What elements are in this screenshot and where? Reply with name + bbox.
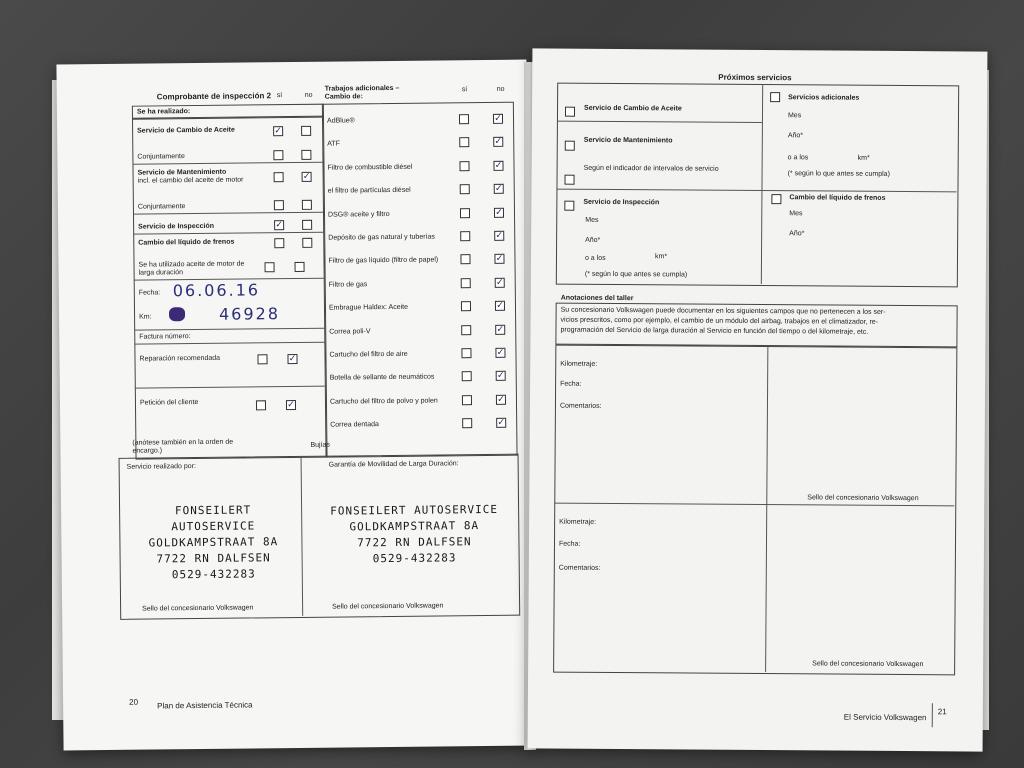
km-label: Km: — [139, 313, 152, 321]
checkbox-trabajo-no[interactable]: ✓ — [495, 277, 504, 288]
checkbox-inspeccion-no[interactable] — [302, 220, 312, 230]
notes-grid — [553, 345, 957, 676]
checkbox-trabajo-si[interactable] — [460, 231, 470, 241]
checkbox-liquido-frenos-no[interactable] — [302, 238, 312, 248]
trabajo-label: el filtro de partículas diésel — [327, 186, 411, 195]
liquido-frenos-next: Cambio del líquido de frenos — [789, 194, 886, 202]
checkbox-trabajo-no[interactable]: ✓ — [495, 230, 504, 241]
checkbox-trabajo-no[interactable]: ✓ — [495, 207, 503, 218]
right-page — [528, 48, 988, 751]
scribble-mark — [169, 307, 185, 321]
checkbox-trabajo-no[interactable]: ✓ — [494, 137, 503, 148]
item-cambio-aceite: Servicio de Cambio de Aceite — [137, 126, 235, 135]
footer-divider — [932, 703, 933, 727]
segun-indicador: Según el indicador de intervalos de servicio — [583, 164, 719, 173]
left-page — [56, 60, 533, 751]
fecha-label: Fecha: — [138, 289, 161, 297]
fecha-1: Fecha: — [560, 380, 582, 388]
trabajos-col-no: no — [496, 85, 505, 93]
adicionales-o-a-los: o a los — [787, 154, 809, 162]
km-unit: km* — [654, 253, 668, 261]
trabajo-label: DSG® aceite y filtro — [327, 210, 390, 219]
next-cambio-aceite: Servicio de Cambio de Aceite — [584, 104, 682, 113]
item-conjuntamente-2: Conjuntamente — [137, 203, 186, 211]
checkbox-cambio-aceite-si[interactable]: ✓ — [274, 126, 282, 137]
trabajos-col-si: sí — [461, 86, 468, 94]
trabajos-title: Trabajos adicionales – Cambio de: — [324, 84, 400, 101]
factura-label: Factura número: — [139, 333, 191, 341]
checkbox-trabajo-no[interactable]: ✓ — [497, 417, 506, 429]
orden-note: (anótese también en la orden de encargo.) — [132, 438, 234, 455]
checkbox-cambio-aceite-no[interactable] — [301, 126, 311, 136]
checkbox-inspeccion-si[interactable]: ✓ — [275, 220, 283, 231]
o-a-los-label: o a los — [584, 254, 606, 262]
page-footer-right: El Servicio Volkswagen — [843, 712, 927, 723]
checkbox-mantenimiento-no[interactable]: ✓ — [302, 171, 311, 182]
proximos-box — [556, 83, 959, 288]
trabajo-label: Cartucho del filtro de aire — [329, 350, 408, 359]
checkbox-larga-duracion-si[interactable] — [265, 262, 275, 272]
nota-inspeccion: (* según lo que antes se cumpla) — [584, 270, 688, 279]
checkbox-trabajo-si[interactable] — [461, 301, 471, 311]
trabajo-label: Embrague Haldex: Aceite — [328, 303, 409, 312]
sello-left-2: Sello del concesionario Volkswagen — [332, 602, 444, 611]
checkbox-cambio-aceite-next[interactable] — [565, 107, 575, 117]
adicionales-mes: Mes — [787, 112, 802, 120]
fecha-2: Fecha: — [558, 540, 581, 548]
checkbox-mantenimiento-si[interactable] — [274, 172, 284, 182]
page-number-left: 20 — [129, 697, 139, 707]
km-handwritten: 46928 — [218, 304, 281, 324]
trabajo-label: Filtro de combustible diésel — [327, 163, 413, 172]
checkbox-larga-duracion-no[interactable] — [295, 262, 305, 272]
anotaciones-line-1: Su concesionario Volkswagen puede documentar en los siguientes campos que no pertenecen a los ser- — [560, 306, 886, 316]
checkbox-trabajo-si[interactable] — [460, 184, 470, 194]
checkbox-trabajo-si[interactable] — [459, 161, 469, 171]
frenos-mes: Mes — [789, 210, 803, 218]
checkbox-trabajo-no[interactable]: ✓ — [496, 371, 505, 382]
checkbox-mantenimiento-next[interactable] — [565, 141, 575, 151]
trabajos-list — [56, 60, 526, 65]
garantia-label: Garantía de Movilidad de Larga Duración: — [328, 460, 459, 469]
reparacion-label: Reparación recomendada — [139, 354, 221, 363]
checkbox-trabajo-si[interactable] — [460, 208, 470, 218]
col-no: no — [304, 91, 313, 99]
checkbox-trabajo-si[interactable] — [462, 395, 472, 405]
checkbox-reparacion-no[interactable]: ✓ — [288, 353, 297, 365]
checkbox-trabajo-no[interactable]: ✓ — [494, 184, 503, 195]
checkbox-trabajo-no[interactable]: ✓ — [496, 300, 504, 312]
trabajo-label: Filtro de gas — [328, 281, 368, 289]
adicionales-nota: (* según lo que antes se cumpla) — [787, 170, 890, 178]
item-mantenimiento-sub: incl. el cambio del aceite de motor — [137, 176, 244, 185]
anotaciones-line-2: vicios prescritos, como por ejemplo, el cambio de un módulo del airbag, trabajos en el climatizador, re- — [560, 316, 879, 326]
checkbox-trabajo-si[interactable] — [461, 278, 471, 288]
trabajo-label: Botella de sellante de neumáticos — [329, 373, 435, 383]
checkbox-trabajo-si[interactable] — [460, 255, 470, 265]
checkbox-peticion-no[interactable]: ✓ — [287, 400, 295, 411]
dealer-stamp-left: FONSEILERT AUTOSERVICE GOLDKAMPSTRAAT 8A 7722 RN DALFSEN 0529-432283 — [148, 503, 279, 582]
item-liquido-frenos: Cambio del líquido de frenos — [138, 238, 235, 247]
checkbox-trabajo-si[interactable] — [459, 114, 469, 124]
anotaciones-title: Anotaciones del taller — [560, 294, 634, 303]
checkbox-trabajo-si[interactable] — [461, 325, 471, 335]
proximos-title: Próximos servicios — [718, 72, 792, 83]
checkbox-conjuntamente-2-si[interactable] — [274, 200, 284, 210]
checkbox-liquido-frenos-next[interactable] — [771, 194, 781, 204]
bujias-label: Bujías — [310, 441, 330, 449]
adicionales-title: Servicios adicionales — [788, 94, 860, 102]
se-ha-realizado-label: Se ha realizado: — [136, 108, 191, 116]
sello-left-1: Sello del concesionario Volkswagen — [142, 604, 254, 613]
mes-label: Mes — [585, 216, 599, 224]
trabajo-label: Filtro de gas líquido (filtro de papel) — [328, 256, 439, 266]
checkbox-conjuntamente-1-si[interactable] — [273, 150, 283, 160]
frenos-ano: Año* — [789, 230, 805, 238]
item-mantenimiento: Servicio de Mantenimiento — [137, 168, 227, 177]
checkbox-trabajo-si[interactable] — [462, 372, 472, 382]
trabajo-label: AdBlue® — [326, 117, 355, 125]
sello-right-1: Sello del concesionario Volkswagen — [807, 494, 919, 503]
item-inspeccion: Servicio de Inspección — [138, 222, 215, 231]
checkbox-trabajo-no[interactable]: ✓ — [494, 160, 503, 171]
checkbox-peticion-si[interactable] — [256, 400, 266, 410]
anotaciones-line-3: programación del Servicio de larga duración al Servicio en función del tiempo o del kilometraje, etc. — [560, 326, 869, 336]
checkbox-adicionales[interactable] — [770, 92, 780, 102]
checkbox-inspeccion-next[interactable] — [564, 201, 574, 211]
fecha-handwritten: 06.06.16 — [172, 280, 261, 301]
adicionales-ano: Año* — [787, 132, 804, 140]
checkbox-trabajo-si[interactable] — [461, 348, 471, 358]
trabajo-label: Correa poli-V — [329, 327, 371, 336]
ano-label: Año* — [585, 236, 601, 244]
section-title: Comprobante de inspección 2 — [156, 91, 272, 102]
col-si: sí — [276, 92, 283, 100]
comentarios-1: Comentarios: — [559, 402, 602, 410]
item-aceite-larga-duracion: Se ha utilizado aceite de motor de larga duración — [138, 260, 245, 277]
comentarios-2: Comentarios: — [558, 564, 601, 572]
adicionales-km-unit: km* — [857, 154, 870, 162]
peticion-label: Petición del cliente — [139, 399, 199, 407]
checkbox-trabajo-no[interactable]: ✓ — [496, 347, 505, 358]
checkbox-trabajo-no[interactable]: ✓ — [497, 394, 505, 405]
checkbox-conjuntamente-1-no[interactable] — [301, 150, 311, 160]
kilometraje-2: Kilometraje: — [559, 518, 597, 526]
dealer-stamp-right: FONSEILERT AUTOSERVICE GOLDKAMPSTRAAT 8A 7722 RN DALFSEN 0529-432283 — [330, 502, 499, 566]
servicio-realizado-label: Servicio realizado por: — [126, 463, 196, 471]
checkbox-liquido-frenos-si[interactable] — [274, 238, 284, 248]
checkbox-trabajo-no[interactable]: ✓ — [494, 113, 502, 124]
checkbox-trabajo-si[interactable] — [459, 138, 469, 148]
trabajo-label: Cartucho del filtro de polvo y polen — [329, 397, 438, 406]
page-number-right: 21 — [937, 707, 947, 717]
trabajo-label: Depósito de gas natural y tuberías — [328, 233, 435, 242]
checkbox-reparacion-si[interactable] — [257, 354, 267, 364]
kilometraje-1: Kilometraje: — [560, 360, 598, 368]
checkbox-trabajo-no[interactable]: ✓ — [495, 254, 504, 265]
sello-right-2: Sello del concesionario Volkswagen — [812, 660, 924, 669]
page-footer-left: Plan de Asistencia Técnica — [157, 700, 253, 711]
trabajo-label: ATF — [327, 140, 341, 149]
next-mantenimiento: Servicio de Mantenimiento — [583, 136, 673, 145]
checkbox-segun-indicador[interactable] — [564, 175, 574, 185]
next-inspeccion: Servicio de Inspección — [583, 198, 660, 207]
checkbox-conjuntamente-2-no[interactable] — [302, 200, 312, 210]
trabajo-label: Correa dentada — [330, 421, 379, 429]
checkbox-trabajo-no[interactable]: ✓ — [496, 324, 505, 335]
item-conjuntamente-1: Conjuntamente — [137, 153, 185, 161]
checkbox-trabajo-si[interactable] — [462, 418, 472, 428]
